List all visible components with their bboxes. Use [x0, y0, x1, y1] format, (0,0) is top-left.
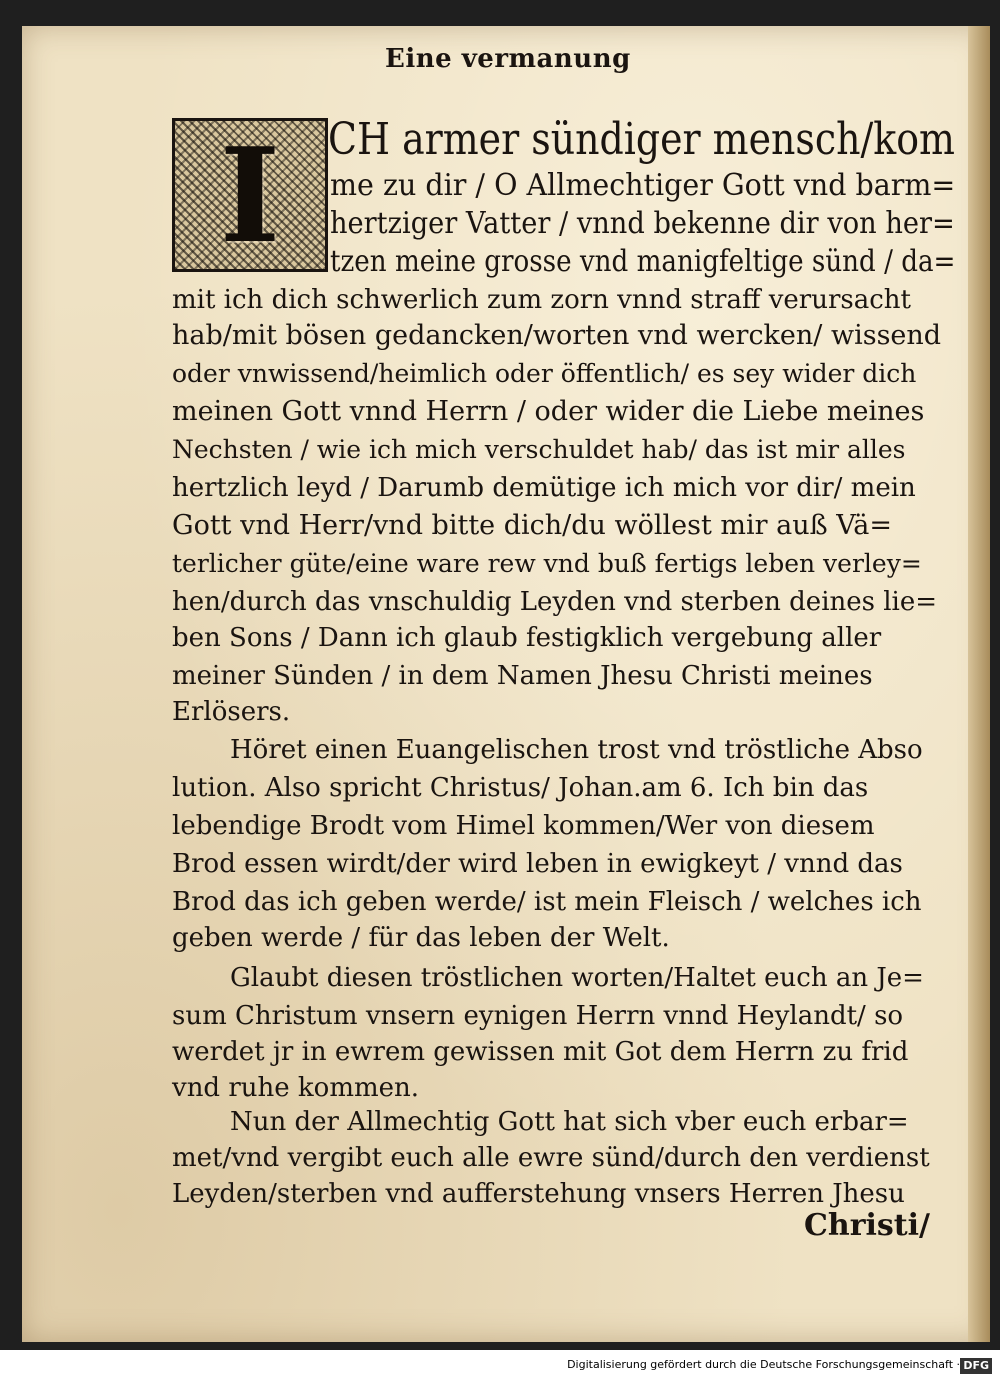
catchword: Christi/ — [804, 1208, 930, 1243]
text-line: oder vnwissend/heimlich oder öffentlich/ es sey wider dich — [172, 359, 917, 388]
text-line: meiner Sünden / in dem Namen Jhesu Christi meines — [172, 661, 873, 691]
text-line: hen/durch das vnschuldig Leyden vnd sterben deines lie= — [172, 587, 938, 617]
initial-letter: I — [219, 118, 281, 272]
text-line: Brod essen wirdt/der wird leben in ewigkeyt / vnnd das — [172, 849, 903, 879]
text-line: met/vnd vergibt euch alle ewre sünd/durch den verdienst — [172, 1143, 930, 1173]
text-line: Brod das ich geben werde/ ist mein Fleisch / welches ich — [172, 887, 922, 917]
text-line: werdet jr in ewrem gewissen mit Got dem Herrn zu frid — [172, 1037, 909, 1067]
running-head: Eine vermanung — [385, 44, 631, 74]
footer — [0, 1356, 1000, 1378]
dfg-logo: DFG — [960, 1358, 992, 1374]
text-line: hab/mit bösen gedancken/worten vnd wercken/ wissend — [172, 320, 942, 351]
text-line: Erlösers. — [172, 697, 291, 727]
text-line: Leyden/sterben vnd aufferstehung vnsers Herren Jhesu — [172, 1179, 905, 1209]
text-line: lebendige Brodt vom Himel kommen/Wer von diesem — [172, 811, 875, 841]
text-line: Nun der Allmechtig Gott hat sich vber euch erbar= — [230, 1107, 909, 1137]
text-line: ben Sons / Dann ich glaub festigklich vergebung aller — [172, 623, 882, 653]
text-line: meinen Gott vnnd Herrn / oder wider die Liebe meines — [172, 396, 925, 427]
text-line: terlicher güte/eine ware rew vnd buß fertigs leben verley= — [172, 549, 922, 578]
text-line: lution. Also spricht Christus/ Johan.am 6. Ich bin das — [172, 773, 869, 803]
text-line: Glaubt diesen tröstlichen worten/Haltet euch an Je= — [230, 963, 924, 993]
text-line: CH armer sündiger mensch/kom — [328, 114, 955, 165]
text-line: Höret einen Euangelischen trost vnd tröstliche Abso — [230, 735, 923, 765]
footer-credit: Digitalisierung gefördert durch die Deutsche Forschungsgemeinschaft · — [567, 1358, 960, 1371]
text-line: hertzlich leyd / Darumb demütige ich mich vor dir/ mein — [172, 473, 916, 503]
text-line: me zu dir / O Allmechtiger Gott vnd barm= — [330, 168, 956, 203]
text-line: vnd ruhe kommen. — [172, 1073, 420, 1103]
text-line: sum Christum vnsern eynigen Herrn vnnd Heylandt/ so — [172, 1001, 904, 1031]
text-line: Nechsten / wie ich mich verschuldet hab/ das ist mir alles — [172, 435, 906, 464]
text-line: Gott vnd Herr/vnd bitte dich/du wöllest mir auß Vä= — [172, 510, 892, 541]
text-line: hertziger Vatter / vnnd bekenne dir von her= — [330, 206, 955, 241]
text-line: mit ich dich schwerlich zum zorn vnnd straff verursacht — [172, 285, 911, 315]
text-line: geben werde / für das leben der Welt. — [172, 923, 670, 953]
text-line: tzen meine grosse vnd manigfeltige sünd / da= — [330, 244, 956, 279]
